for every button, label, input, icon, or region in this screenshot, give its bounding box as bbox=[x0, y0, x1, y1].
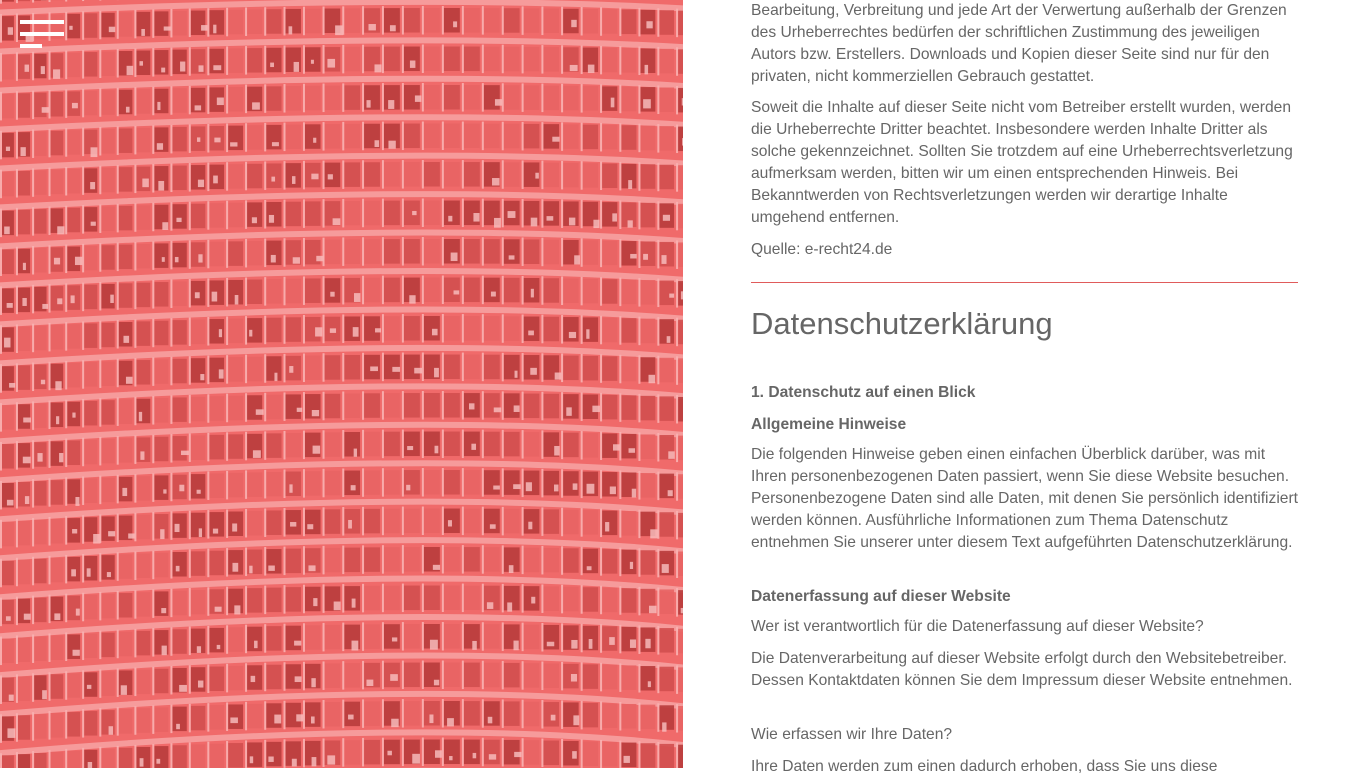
hamburger-menu-button[interactable] bbox=[20, 20, 64, 51]
copyright-paragraph: Soweit die Inhalte auf dieser Seite nicht vom Betreiber erstellt wurden, werden die Urheberrechte Dritter beachtet. Insbesondere werden Inhalte Dritter als solche gekennzeichnet. Sollten Sie trotzdem auf eine Urheberrechtsverletzung aufmerksam werden, bitten wir um einen entsprechenden Hinweis. Bei Bekanntwerden von Rechtsverletzungen werden wir derartige Inhalte umgehend entfernen. bbox=[751, 97, 1299, 229]
answer-paragraph: Die Datenverarbeitung auf dieser Website erfolgt durch den Websitebetreiber. Dessen Kontaktdaten können Sie dem Impressum dieser Website entnehmen. bbox=[751, 648, 1299, 692]
hero-image bbox=[0, 0, 683, 768]
question-text: Wie erfassen wir Ihre Daten? bbox=[751, 724, 1299, 746]
section-divider bbox=[751, 282, 1298, 283]
general-info-paragraph: Die folgenden Hinweise geben einen einfachen Überblick darüber, was mit Ihren personenbezogenen Daten passiert, wenn Sie diese Website besuchen. Personenbezogene Daten sind alle Daten, mit denen Sie persönlich identifiziert werden können. Ausführliche Informationen zum Thema Datenschutz entnehmen Sie unserer unter diesem Text aufgeführten Datenschutzerklärung. bbox=[751, 444, 1299, 554]
answer-paragraph: Ihre Daten werden zum einen dadurch erhoben, dass Sie uns diese bbox=[751, 756, 1299, 778]
question-text: Wer ist verantwortlich für die Datenerfassung auf dieser Website? bbox=[751, 616, 1299, 638]
source-note: Quelle: e-recht24.de bbox=[751, 239, 1299, 261]
building-facade-image bbox=[0, 0, 683, 768]
menu-line-icon bbox=[20, 32, 64, 36]
main-content bbox=[751, 0, 1299, 768]
section-heading: 1. Datenschutz auf einen Blick bbox=[751, 382, 1299, 404]
subsection-heading: Datenerfassung auf dieser Website bbox=[751, 586, 1299, 608]
menu-line-icon bbox=[20, 44, 42, 48]
page-title: Datenschutzerklärung bbox=[751, 304, 1299, 344]
menu-line-icon bbox=[20, 20, 64, 24]
copyright-paragraph: Bearbeitung, Verbreitung und jede Art der Verwertung außerhalb der Grenzen des Urheberrechtes bedürfen der schriftlichen Zustimmung des jeweiligen Autors bzw. Erstellers. Downloads und Kopien dieser Seite sind nur für den privaten, nicht kommerziellen Gebrauch gestattet. bbox=[751, 0, 1299, 88]
subsection-heading: Allgemeine Hinweise bbox=[751, 414, 1299, 436]
